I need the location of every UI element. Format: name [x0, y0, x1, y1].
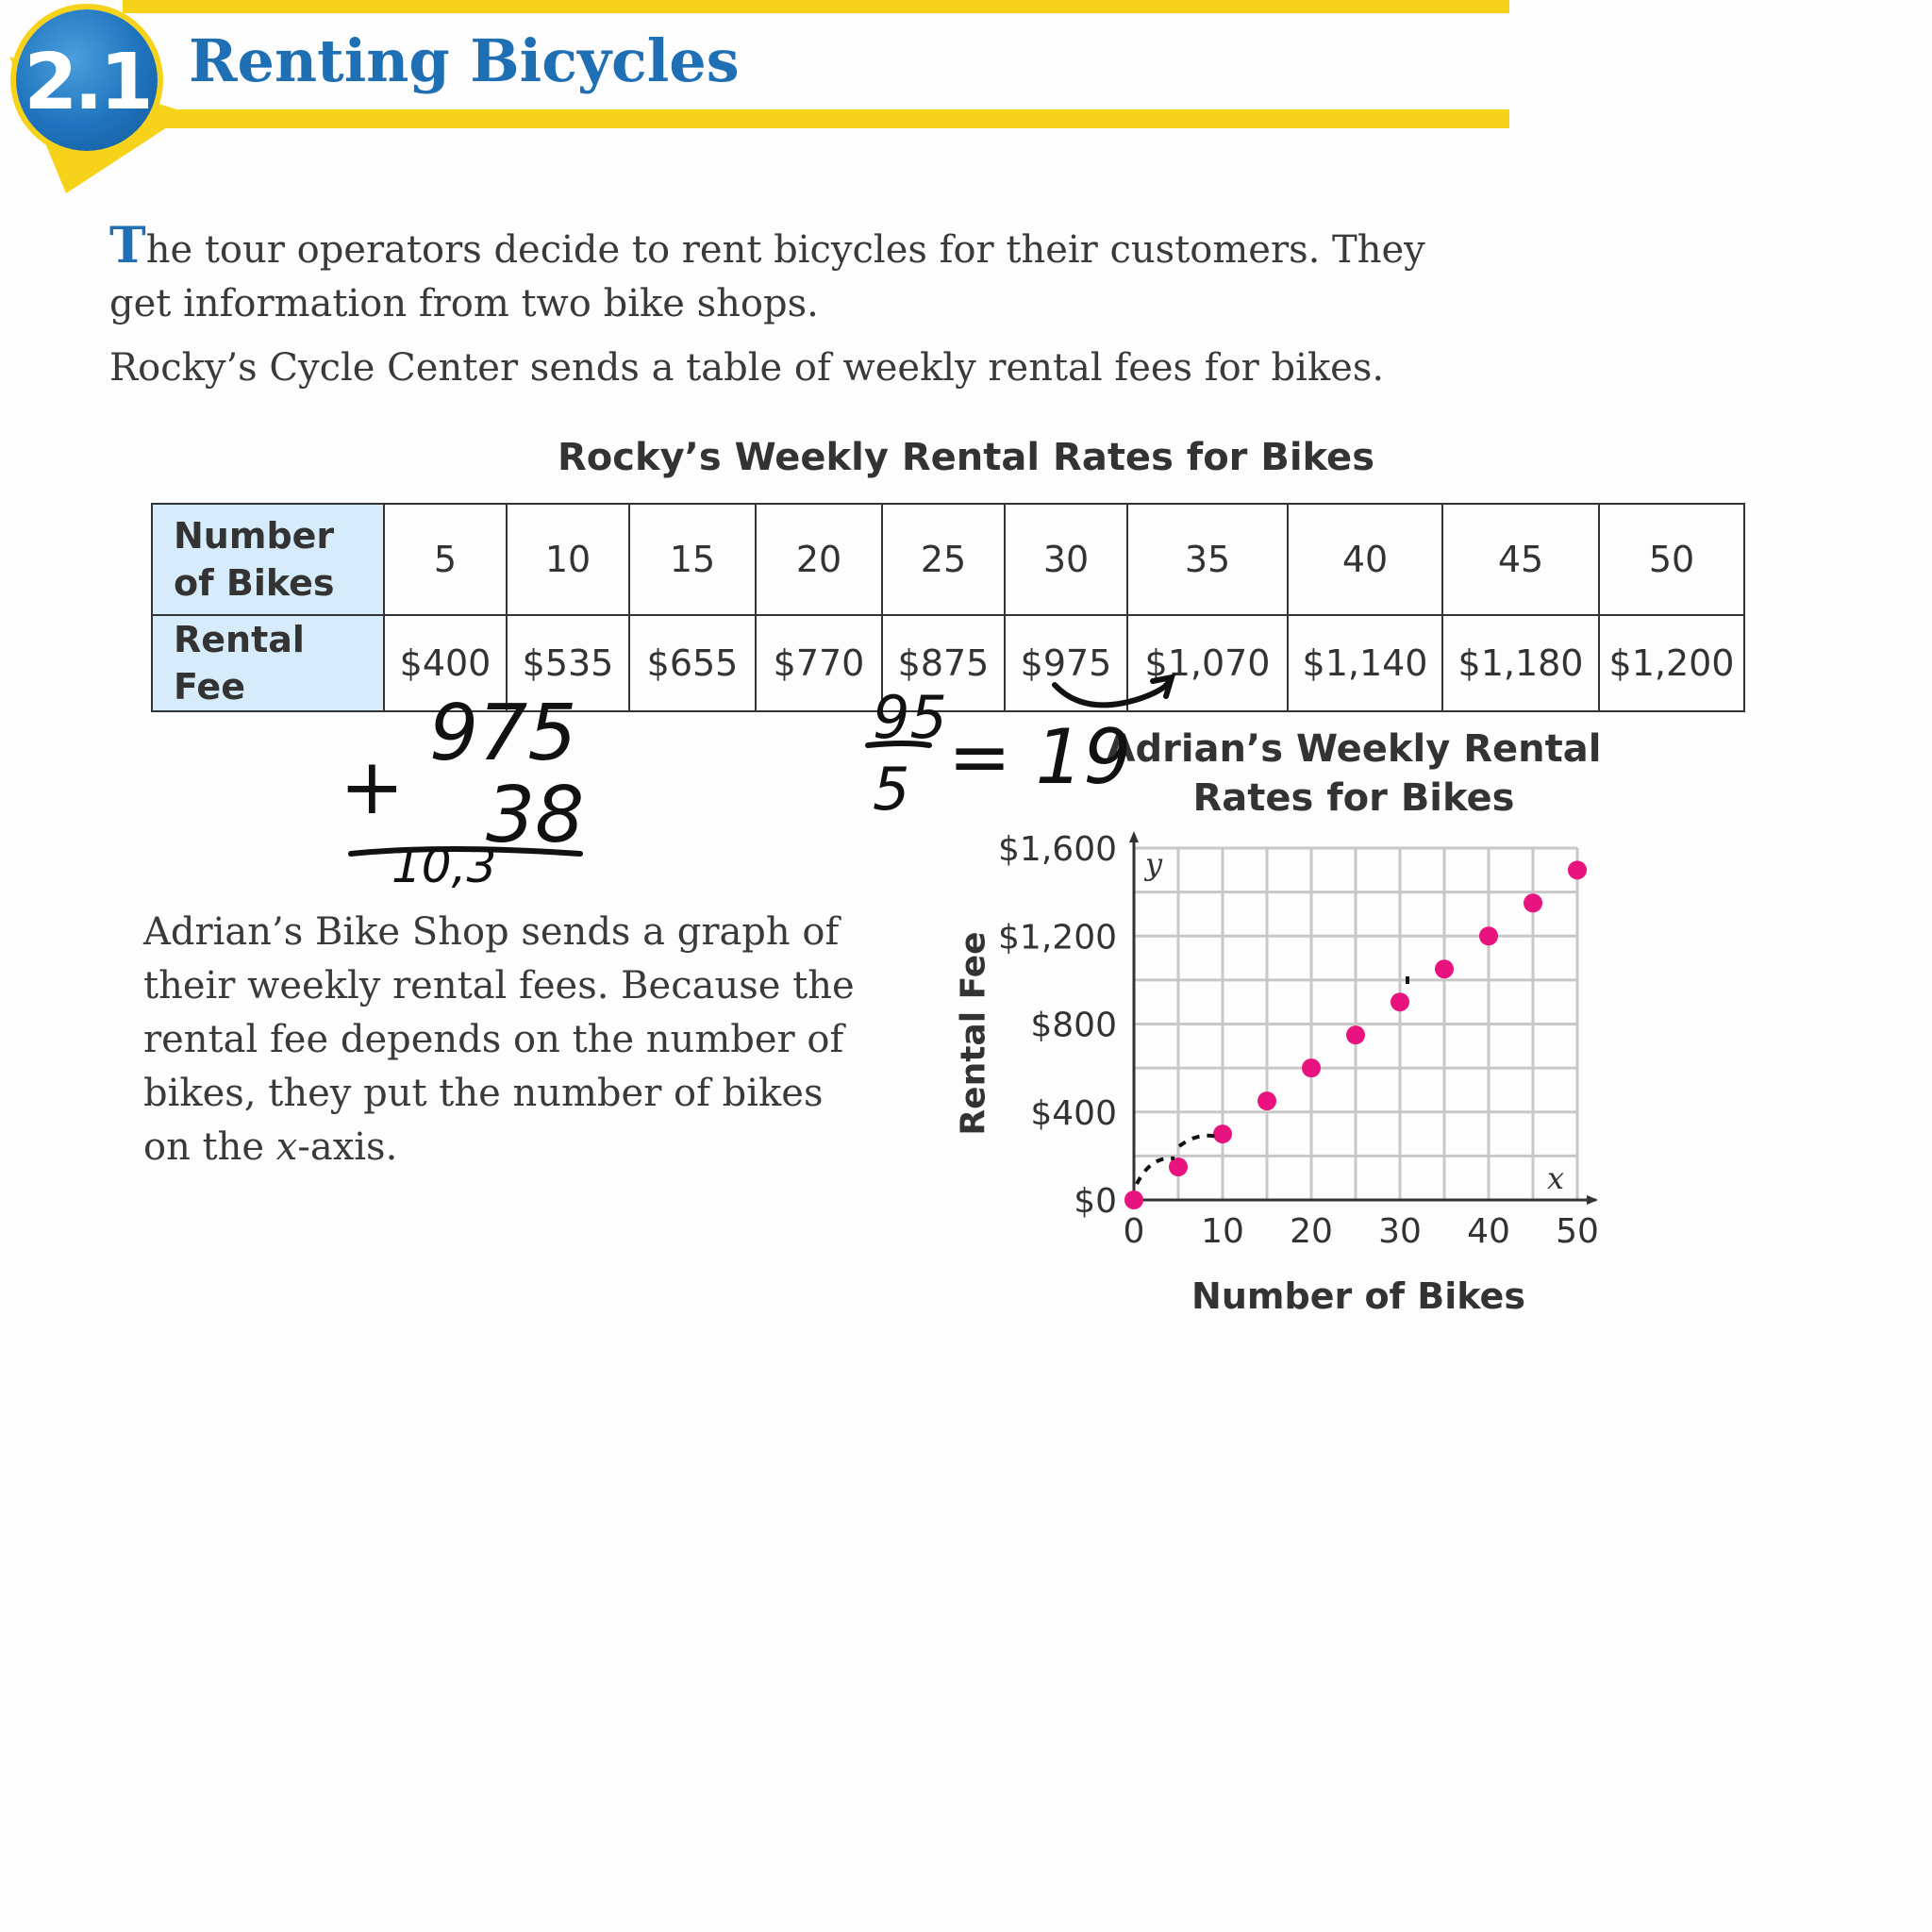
table-cell: $1,200: [1599, 615, 1744, 711]
data-point: [1302, 1058, 1321, 1077]
x-variable: x: [275, 1125, 298, 1169]
x-tick-label: 0: [1123, 1212, 1145, 1251]
table-row-fees: [152, 615, 1744, 711]
y-axis-variable: y: [1145, 846, 1163, 882]
header-top-bar: [123, 0, 1509, 13]
adrian-paragraph-text: Adrian’s Bike Shop sends a graph of their weekly rental fees. Because the rental fee depends on the number of bikes, they put the number of bikes on the: [143, 910, 855, 1169]
x-axis-arrow-icon: [1587, 1195, 1598, 1205]
x-tick-label: 50: [1556, 1212, 1599, 1251]
handwritten-19: = 19: [948, 713, 1132, 801]
table-cell: $535: [507, 615, 629, 711]
y-axis-label: Rental Fee: [954, 931, 993, 1136]
handwritten-5: 5: [873, 755, 910, 824]
table-cell: $975: [1005, 615, 1127, 711]
table-cell: 10: [507, 504, 629, 615]
y-tick-label: $0: [1074, 1182, 1117, 1221]
table-cell: $655: [629, 615, 756, 711]
table-cell: $400: [384, 615, 507, 711]
data-point: [1435, 959, 1454, 978]
header-bottom-bar: [123, 109, 1509, 128]
section-number: 2.1: [24, 38, 150, 127]
x-tick-label: 20: [1290, 1212, 1333, 1251]
y-tick-label: $1,600: [998, 830, 1117, 869]
table-cell: $1,070: [1127, 615, 1288, 711]
data-point: [1568, 860, 1587, 879]
table-cell: 20: [756, 504, 882, 615]
handwritten-38: 38: [486, 771, 585, 860]
adrian-paragraph: [143, 906, 860, 1174]
rocky-rates-table: [151, 503, 1745, 712]
data-point: [1524, 893, 1542, 912]
table-title: Rocky’s Weekly Rental Rates for Bikes: [558, 436, 1374, 479]
table-row-bikes: [152, 504, 1744, 615]
table-cell: 15: [629, 504, 756, 615]
handwritten-fraction-bar: [868, 743, 929, 745]
data-point: [1346, 1025, 1365, 1044]
drop-cap: T: [109, 217, 146, 275]
table-cell: $770: [756, 615, 882, 711]
adrian-scatter-chart: [924, 811, 1641, 1283]
handwritten-sum: 10,3: [391, 839, 497, 893]
x-tick-label: 30: [1378, 1212, 1422, 1251]
table-cell: 35: [1127, 504, 1288, 615]
data-point: [1479, 926, 1498, 945]
data-point: [1257, 1091, 1276, 1110]
x-tick-label: 40: [1467, 1212, 1510, 1251]
data-point: [1124, 1191, 1143, 1209]
handwritten-95: 95: [873, 683, 947, 752]
chart-title: Adrian’s Weekly Rental Rates for Bikes: [1106, 727, 1602, 820]
x-tick-label: 10: [1201, 1212, 1244, 1251]
data-point: [1391, 992, 1409, 1011]
table-cell: $1,180: [1442, 615, 1599, 711]
y-tick-label: $1,200: [998, 918, 1117, 958]
adrian-paragraph-end: -axis.: [297, 1125, 398, 1169]
data-point: [1213, 1124, 1232, 1143]
table-cell: 40: [1288, 504, 1442, 615]
table-cell: 5: [384, 504, 507, 615]
x-axis-variable: x: [1547, 1160, 1565, 1196]
table-cell: $1,140: [1288, 615, 1442, 711]
intro-paragraph: [109, 219, 1477, 331]
x-axis-label: Number of Bikes: [1191, 1275, 1525, 1317]
handwritten-plus: +: [340, 742, 405, 832]
y-tick-label: $800: [1030, 1006, 1117, 1045]
table-cell: 25: [882, 504, 1005, 615]
y-tick-label: $400: [1030, 1093, 1117, 1133]
handwritten-975: 975: [429, 689, 577, 778]
row-header-fee: Rental Fee: [152, 615, 384, 711]
rocky-paragraph: Rocky’s Cycle Center sends a table of weekly rental fees for bikes.: [109, 346, 1385, 390]
y-axis-arrow-icon: [1129, 831, 1139, 842]
table-cell: 45: [1442, 504, 1599, 615]
handwritten-sum-line: [351, 849, 580, 854]
row-header-bikes: Number of Bikes: [152, 504, 384, 615]
intro-paragraph-text: he tour operators decide to rent bicycles for their customers. They get information from two bike shops.: [109, 228, 1425, 325]
section-title: Renting Bicycles: [189, 26, 740, 95]
table-cell: 30: [1005, 504, 1127, 615]
data-point: [1169, 1158, 1188, 1176]
table-cell: $875: [882, 615, 1005, 711]
table-cell: 50: [1599, 504, 1744, 615]
